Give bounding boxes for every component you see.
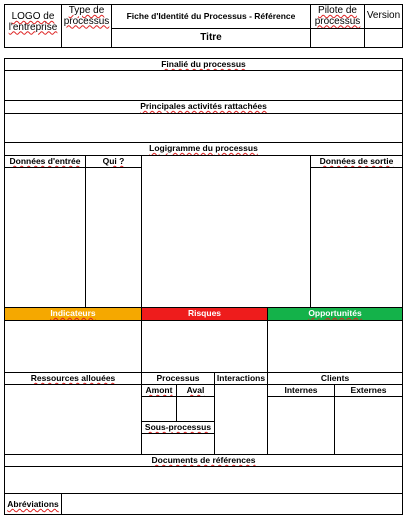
version-label: Version xyxy=(366,10,401,21)
indicateurs-label: Indicateurs xyxy=(50,308,96,318)
opportunites-label: Opportunités xyxy=(308,308,362,318)
ressources-label: Ressources allouées xyxy=(30,373,116,383)
opportunites-body xyxy=(267,320,403,373)
logigramme-body xyxy=(141,155,311,308)
titre-label: Titre xyxy=(200,32,222,43)
abreviations-body xyxy=(61,493,403,515)
donnees-entree-body xyxy=(4,167,86,308)
clients-label: Clients xyxy=(320,373,350,383)
sous-processus-label: Sous-processus xyxy=(144,422,212,432)
donnees-sortie-body xyxy=(310,167,403,308)
abreviations-label: Abréviations xyxy=(7,499,59,509)
fiche-title-cell xyxy=(111,4,311,29)
logigramme-header xyxy=(4,142,403,156)
version-cell xyxy=(364,4,403,29)
fiche-title: Fiche d'Identité du Processus - Référence xyxy=(126,11,296,21)
amont-body xyxy=(141,396,177,422)
risques-body xyxy=(141,320,268,373)
aval-body xyxy=(176,396,215,422)
qui-body xyxy=(85,167,142,308)
logo-cell xyxy=(4,4,62,48)
sous-processus-body xyxy=(141,433,215,455)
externes-label: Externes xyxy=(350,385,387,395)
opportunites-header xyxy=(267,307,403,321)
interactions-label: Interactions xyxy=(216,373,266,383)
externes-body xyxy=(334,396,403,455)
titre-cell xyxy=(111,28,311,48)
abreviations-label-cell xyxy=(4,493,62,515)
risques-label: Risques xyxy=(187,308,222,318)
ressources-body xyxy=(4,384,142,455)
amont-label: Amont xyxy=(145,385,173,395)
pilote-label: Pilote de processus xyxy=(314,5,361,27)
qui-label: Qui ? xyxy=(102,156,125,166)
indicateurs-header xyxy=(4,307,142,321)
donnees-sortie-label: Données de sortie xyxy=(319,156,394,166)
processus-label: Processus xyxy=(156,373,200,383)
pilote-cell xyxy=(310,4,365,29)
interactions-body xyxy=(214,384,268,455)
internes-body xyxy=(267,396,335,455)
documents-label: Documents de références xyxy=(151,455,256,465)
aval-label: Aval xyxy=(186,385,205,395)
logo-label: LOGO de l'entreprise xyxy=(8,11,58,33)
finalite-body xyxy=(4,70,403,101)
donnees-entree-label: Données d'entrée xyxy=(9,156,81,166)
indicateurs-body xyxy=(4,320,142,373)
logigramme-label: Logigramme du processus xyxy=(149,143,258,153)
finalite-label: Finalié du processus xyxy=(161,59,246,69)
activites-body xyxy=(4,113,403,143)
type-processus-cell xyxy=(61,4,112,48)
pilote-value-cell xyxy=(310,28,365,48)
risques-header xyxy=(141,307,268,321)
version-value-cell xyxy=(364,28,403,48)
internes-label: Internes xyxy=(284,385,318,395)
type-processus-label: Type de processus xyxy=(63,5,110,27)
activites-header xyxy=(4,100,403,114)
documents-body xyxy=(4,466,403,494)
activites-label: Principales activités rattachées xyxy=(140,101,267,111)
